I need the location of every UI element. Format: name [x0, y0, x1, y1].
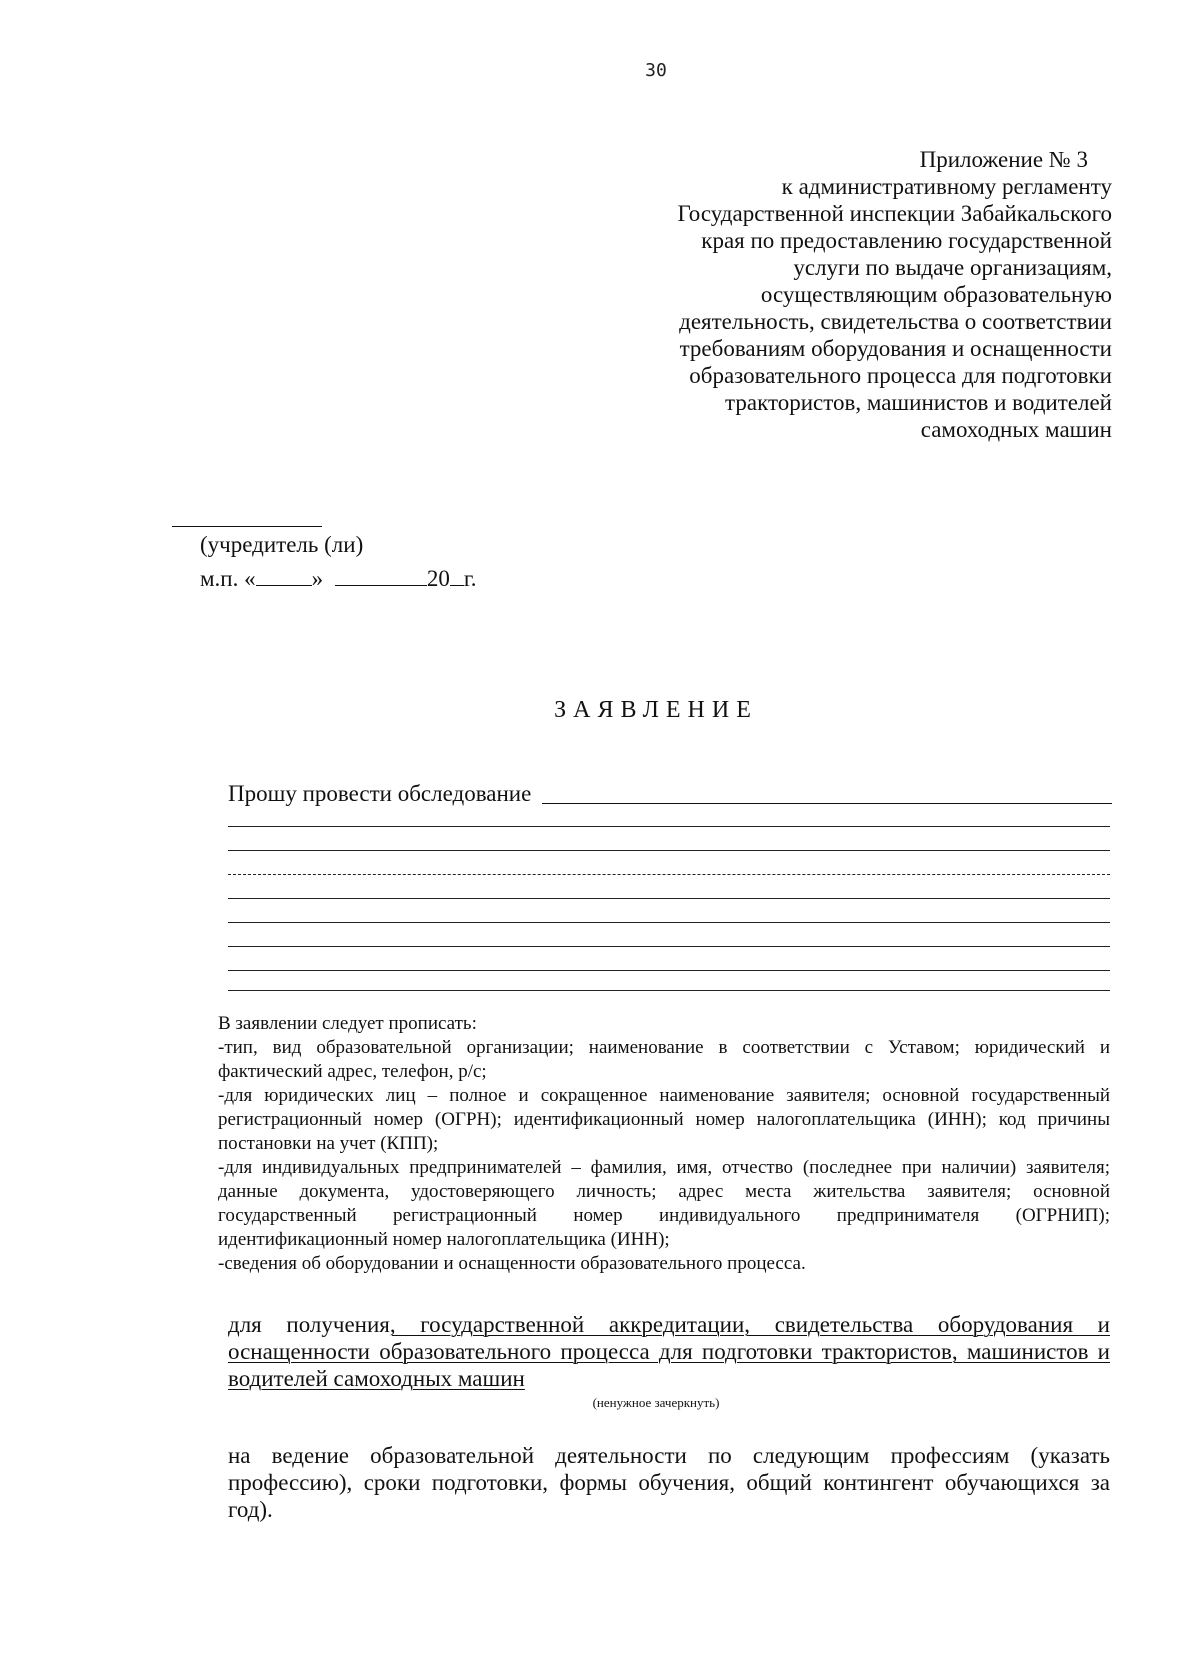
founder-label: (учредитель (ли) [200, 532, 364, 557]
fill-line[interactable] [228, 898, 1110, 899]
stamp-prefix: м.п. « [200, 566, 256, 591]
strike-note: (ненужное зачеркнуть) [592, 1395, 720, 1410]
instruction-item: -сведения об оборудовании и оснащенности образовательного процесса. [218, 1253, 806, 1274]
fill-line[interactable] [228, 990, 1110, 991]
fill-line[interactable] [228, 874, 1110, 875]
instruction-item: -для юридических лиц – полное и сокращенное наименование заявителя; основной государственный регистрационный номер (ОГРН); идентификационный номер налогоплательщика (ИНН); код причины постановки на учет (КПП); [218, 1085, 1110, 1154]
fill-line[interactable] [228, 922, 1110, 923]
fill-line[interactable] [228, 850, 1110, 851]
fill-line[interactable] [228, 970, 1110, 971]
appendix-line: Государственной инспекции Забайкальского [677, 201, 1112, 226]
fill-line[interactable] [228, 946, 1110, 947]
appendix-line: к административному регламенту [781, 174, 1112, 199]
signature-field[interactable] [172, 526, 322, 527]
appendix-line: края по предоставлению государственной [701, 228, 1112, 253]
appendix-line: трактористов, машинистов и водителей [725, 390, 1112, 415]
year-suffix: г. [463, 566, 477, 591]
appendix-line: деятельность, свидетельства о соответствии [679, 309, 1112, 334]
purpose-paragraph [228, 1311, 1110, 1392]
appendix-line: услуги по выдаче организациям, [793, 255, 1112, 280]
request-label: Прошу провести обследование [228, 781, 532, 806]
request-line [228, 781, 531, 807]
page-number: 30 [645, 60, 667, 81]
appendix-line: осуществляющим образовательную [760, 282, 1112, 307]
year-field[interactable] [450, 565, 464, 586]
purpose-prefix: для получения [228, 1312, 390, 1337]
appendix-line: требованиям оборудования и оснащенности [679, 336, 1112, 361]
instructions [218, 1012, 1110, 1276]
instruction-item: -для индивидуальных предпринимателей – фамилия, имя, отчество (последнее при наличии) заявителя; данные документа, удостоверяющего личность; адрес места жительства заявителя; основной государственный регистрационный номер индивидуального предпринимателя (ОГРНИП); идентификационный номер налогоплательщика (ИНН); [218, 1157, 1110, 1250]
purpose-options: , государственной аккредитации, свидетельства оборудования и оснащенности образовательного процесса для подготовки трактористов, машинистов и водителей самоходных машин [228, 1312, 1110, 1391]
fill-line[interactable] [228, 826, 1110, 827]
document-title: ЗАЯВЛЕНИЕ [554, 697, 758, 723]
appendix-line: самоходных машин [920, 417, 1112, 442]
appendix-line: образовательного процесса для подготовки [689, 363, 1112, 388]
request-fill-line[interactable] [542, 803, 1112, 804]
appendix-header [677, 146, 1112, 443]
month-field[interactable] [335, 565, 427, 586]
day-field[interactable] [256, 565, 312, 586]
appendix-line: Приложение № 3 [919, 147, 1088, 172]
activity-paragraph: на ведение образовательной деятельности по следующим профессиям (указать профессию), сроки подготовки, формы обучения, общий контингент обучающихся за год). [228, 1443, 1110, 1522]
year-prefix: 20 [426, 566, 450, 591]
stamp-mid: » [311, 566, 324, 591]
stamp-date-line [200, 565, 476, 592]
instructions-heading: В заявлении следует прописать: [218, 1013, 477, 1034]
instruction-item: -тип, вид образовательной организации; наименование в соответствии с Уставом; юридический и фактический адрес, телефон, р/с; [218, 1037, 1110, 1082]
